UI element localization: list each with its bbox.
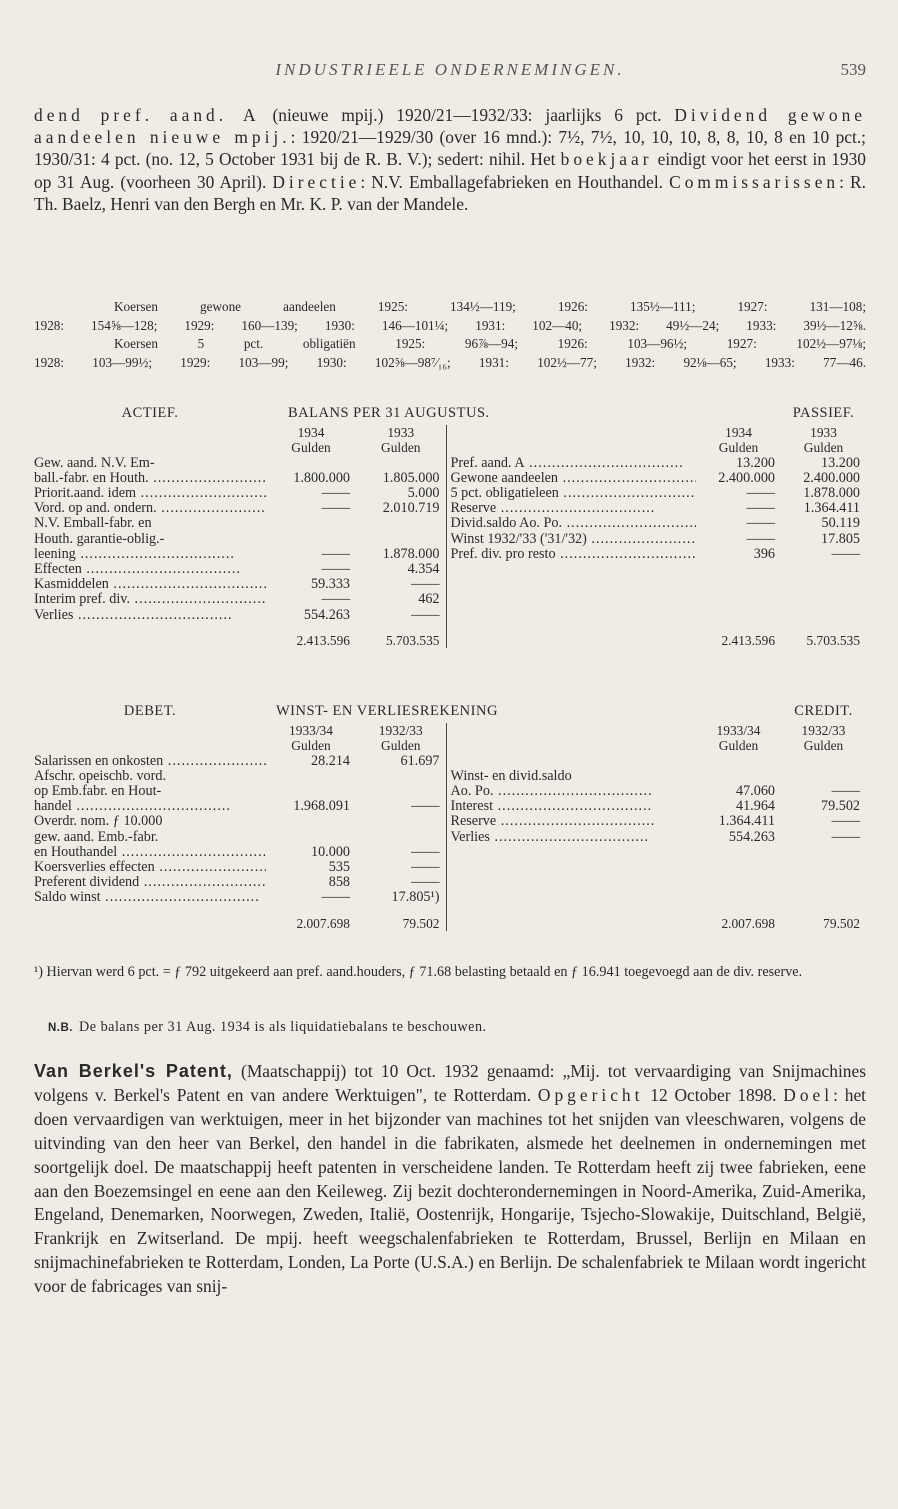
row-label: Vord. op and. ondern. ..... bbox=[34, 501, 266, 516]
unit-header: Gulden bbox=[381, 738, 421, 754]
winst-right-title: CREDIT. bbox=[794, 704, 853, 719]
table-row bbox=[34, 830, 866, 845]
balans-title: BALANS PER 31 AUGUSTUS. bbox=[288, 406, 490, 421]
row-value: —— bbox=[831, 784, 860, 800]
row-value: 535 bbox=[328, 860, 350, 876]
row-label: Reserve ..... bbox=[446, 814, 696, 829]
row-value: —— bbox=[411, 844, 440, 860]
row-value: 4.354 bbox=[407, 562, 440, 578]
row-value: —— bbox=[746, 516, 776, 532]
table-row bbox=[34, 501, 866, 516]
row-label: Interest ..... bbox=[446, 799, 696, 814]
row-value bbox=[356, 769, 446, 784]
row-label: Winst 1932/'33 ('31/'32) ..... bbox=[446, 532, 696, 547]
commissarissen-label: Commissarissen bbox=[669, 171, 840, 192]
table-row bbox=[34, 456, 866, 471]
opgericht-label: Opgericht bbox=[537, 1084, 644, 1105]
row-label: Koersverlies effecten ..... bbox=[34, 860, 266, 875]
table-row bbox=[34, 577, 866, 592]
dividend-gewone-label: Dividend gewone aandeelen nieuwe mpij. bbox=[34, 105, 866, 148]
running-header bbox=[34, 60, 866, 84]
table-row bbox=[34, 486, 866, 501]
unit-header: Gulden bbox=[718, 440, 759, 456]
entry-text: (Maatschappij) tot 10 Oct. 1932 genaamd: „Mij. tot vervaardiging van Snijmachines volgens v. Berkel's Patent en van andere Werktuigen", te Rotterdam. bbox=[34, 1061, 866, 1105]
unit-header: Gulden bbox=[381, 440, 421, 456]
row-value: 462 bbox=[418, 592, 440, 608]
table-row bbox=[34, 471, 866, 486]
page-number: 539 bbox=[840, 60, 866, 79]
row-value: 17.805¹) bbox=[391, 890, 440, 906]
total-value: 5.703.535 bbox=[385, 632, 440, 648]
row-value: —— bbox=[321, 562, 350, 578]
unit-header: Gulden bbox=[291, 738, 331, 754]
row-value bbox=[356, 830, 446, 845]
total-value: 2.007.698 bbox=[296, 915, 350, 931]
year-header: 1932/33 bbox=[378, 723, 423, 739]
row-value bbox=[696, 769, 781, 784]
row-label: Saldo winst ..... bbox=[34, 890, 266, 905]
koersen-line: 1928: 154⅝—128; 1929: 160—139; 1930: 146—101¼; 1931: 102—40; 1932: 49½—24; 1933: 39½—12⅝. bbox=[34, 317, 866, 333]
row-value: —— bbox=[411, 799, 440, 815]
row-label: Divid.saldo Ao. Po. ..... bbox=[446, 516, 696, 531]
row-value: —— bbox=[831, 546, 861, 562]
total-value: 2.007.698 bbox=[721, 915, 775, 931]
koersen-block bbox=[34, 298, 866, 372]
table-row bbox=[34, 592, 866, 607]
row-label: Pref. div. pro resto ..... bbox=[446, 547, 696, 562]
row-value bbox=[266, 814, 356, 829]
row-label: Verlies ..... bbox=[34, 608, 266, 623]
table-row bbox=[34, 814, 866, 829]
table-row bbox=[34, 532, 866, 547]
row-label: Preferent dividend ..... bbox=[34, 875, 266, 890]
row-label: en Houthandel ..... bbox=[34, 845, 266, 860]
row-label: Salarissen en onkosten ..... bbox=[34, 754, 266, 769]
row-value: 47.060 bbox=[735, 784, 775, 800]
row-value: 2.400.000 bbox=[803, 470, 861, 486]
row-value bbox=[356, 532, 446, 547]
directie-text: : N.V. Emballagefabrieken en Houthandel. bbox=[360, 171, 670, 192]
row-label: ball.-fabr. en Houth. ..... bbox=[34, 471, 266, 486]
table-row bbox=[34, 845, 866, 860]
row-label bbox=[446, 754, 696, 769]
total-value: 2.413.596 bbox=[721, 632, 776, 648]
unit-header: Gulden bbox=[803, 738, 844, 754]
nb-text: De balans per 31 Aug. 1934 is als liquidatiebalans te beschouwen. bbox=[79, 1019, 487, 1035]
koersen-line: 1928: 103—99½; 1929: 103—99; 1930: 102⅝—98⁷⁄₁₆; 1931: 102½—77; 1932: 92⅛—65; 1933: 77—46. bbox=[34, 354, 866, 370]
row-label: Reserve ..... bbox=[446, 501, 696, 516]
row-value: 1.968.091 bbox=[293, 799, 350, 815]
row-value: 17.805 bbox=[821, 531, 861, 547]
row-value bbox=[781, 769, 866, 784]
row-label: op Emb.fabr. en Hout- bbox=[34, 784, 162, 800]
row-value: 554.263 bbox=[303, 607, 350, 623]
row-value: —— bbox=[831, 814, 860, 830]
row-value: 28.214 bbox=[310, 753, 350, 769]
row-label: Afschr. opeischb. vord. bbox=[34, 768, 166, 784]
commissarissen-text: : R. Th. Baelz, Henri van den Bergh en Mr. K. P. van der Mandele. bbox=[34, 171, 866, 214]
row-value bbox=[696, 754, 781, 769]
table-row bbox=[34, 769, 866, 784]
row-value bbox=[356, 456, 446, 471]
row-value: 1.800.000 bbox=[293, 470, 350, 486]
row-label: Gew. aand. N.V. Em- bbox=[34, 455, 155, 471]
row-label: Pref. aand. A ..... bbox=[446, 456, 696, 471]
year-header: 1934 bbox=[725, 425, 752, 441]
year-header: 1932/33 bbox=[801, 723, 846, 739]
koersen-line: Koersen gewone aandeelen 1925: 134½—119; 1926: 135½—111; 1927: 131—108; bbox=[114, 299, 866, 314]
entry-text: : het doen vervaardigen van werktuigen, meer in het bijzonder van machines tot het snijden van vleeschwaren, volgens de uitvinding van den heer van Berkel, den handel in die fabrikaten, alsmede het deelnemen in ondernemingen met soortgelijk doel. De maatschappij heeft patenten in verscheidene landen. Te Rotterdam heeft zij twee fabrieken, eene aan den Boezemsingel en eene aan den Keileweg. Zij bezit dochterondernemingen in Noord-Amerika, Zuid-Amerika, Engeland, Denemarken, Noorwegen, Zweden, Italië, Oostenrijk, Hongarije, Tsjecho-Slowakije, Duitschland, België, Frankrijk en Zwitserland. De mpij. heeft weegschalenfabrieken te Rotterdam, Brussel, Berlijn en Milaan en snijmachinefabrieken te Rotterdam, Londen, La Porte (U.S.A.) en Berlijn. De schalenfabriek te Milaan wordt ingericht voor de fabricages van snij- bbox=[34, 1084, 866, 1297]
dividend-gewone-text: : 1920/21—1929/30 (over 16 mnd.): 7½, 7½, 10, 10, 10, 8, 8, 10, 8 en 10 pct.; 1930/31: 4 pct. (no. 12, 5 October 1931 bij de R. B. V.); sedert: nihil. Het bbox=[34, 127, 866, 170]
row-value: —— bbox=[321, 486, 350, 502]
row-value: 59.333 bbox=[310, 577, 350, 593]
row-value: 1.878.000 bbox=[382, 546, 440, 562]
row-value: —— bbox=[831, 829, 860, 845]
row-value: —— bbox=[411, 607, 440, 623]
row-value: 1.878.000 bbox=[803, 486, 861, 502]
row-value bbox=[356, 516, 446, 531]
row-value: 554.263 bbox=[728, 829, 775, 845]
row-value bbox=[356, 784, 446, 799]
total-value: 79.502 bbox=[402, 915, 440, 931]
row-value bbox=[266, 784, 356, 799]
boekjaar-text: eindigt voor het eerst in 1930 op 31 Aug. (voorheen 30 April). bbox=[34, 149, 867, 192]
row-value: 79.502 bbox=[820, 799, 860, 815]
row-value: —— bbox=[321, 890, 350, 906]
table-row bbox=[34, 875, 866, 890]
entry-text: 12 October 1898. bbox=[643, 1084, 784, 1105]
table-row bbox=[34, 562, 866, 577]
row-value: 13.200 bbox=[736, 455, 776, 471]
row-value: 396 bbox=[753, 546, 776, 562]
balans-table bbox=[34, 406, 866, 648]
row-value bbox=[266, 456, 356, 471]
row-value: —— bbox=[746, 486, 776, 502]
row-value bbox=[266, 830, 356, 845]
row-value: 2.010.719 bbox=[382, 501, 440, 517]
row-value bbox=[266, 516, 356, 531]
row-value: —— bbox=[411, 875, 440, 891]
row-label: Effecten ..... bbox=[34, 562, 266, 577]
dividend-pref-label: dend pref. aand. A bbox=[34, 105, 260, 125]
nb-label: N.B. bbox=[48, 1022, 73, 1034]
unit-header: Gulden bbox=[718, 738, 759, 754]
row-value bbox=[356, 814, 446, 829]
row-label: leening ..... bbox=[34, 547, 266, 562]
row-label: Winst- en divid.saldo bbox=[446, 769, 696, 784]
row-value: —— bbox=[321, 501, 350, 517]
row-value bbox=[781, 754, 866, 769]
row-label: Interim pref. div. ..... bbox=[34, 592, 266, 607]
winst-left-title: DEBET. bbox=[123, 704, 177, 719]
row-label: Gewone aandeelen ..... bbox=[446, 471, 696, 486]
total-value: 2.413.596 bbox=[296, 632, 350, 648]
intro-paragraph bbox=[34, 104, 866, 215]
row-value: —— bbox=[321, 592, 350, 608]
company-name: Van Berkel's Patent, bbox=[34, 1061, 233, 1081]
table-row bbox=[34, 890, 866, 905]
row-label: handel ..... bbox=[34, 799, 266, 814]
row-value: —— bbox=[411, 860, 440, 876]
row-value bbox=[266, 532, 356, 547]
year-header: 1933 bbox=[387, 425, 415, 441]
row-value: —— bbox=[321, 546, 350, 562]
row-value: 10.000 bbox=[310, 844, 350, 860]
row-value: 50.119 bbox=[821, 516, 861, 532]
year-header: 1933 bbox=[810, 425, 837, 441]
table-row bbox=[34, 784, 866, 799]
footnote bbox=[34, 965, 866, 980]
row-label: Priorit.aand. idem ..... bbox=[34, 486, 266, 501]
year-header: 1934 bbox=[297, 425, 325, 441]
row-label: Houth. garantie-oblig.- bbox=[34, 531, 165, 547]
directie-label: Directie bbox=[272, 171, 361, 192]
winst-verlies-table bbox=[34, 704, 866, 931]
row-value: —— bbox=[746, 531, 776, 547]
balans-left-title: ACTIEF. bbox=[121, 406, 179, 421]
row-label: N.V. Emball-fabr. en bbox=[34, 516, 152, 532]
year-header: 1933/34 bbox=[716, 723, 761, 739]
total-value: 79.502 bbox=[823, 915, 860, 931]
row-value bbox=[266, 769, 356, 784]
koersen-line: Koersen 5 pct. obligatiën 1925: 96⅞—94; 1926: 103—96½; 1927: 102½—97⅛; bbox=[114, 336, 866, 351]
row-value: 1.364.411 bbox=[803, 501, 861, 517]
unit-header: Gulden bbox=[291, 440, 331, 456]
table-row bbox=[34, 516, 866, 531]
row-value: 13.200 bbox=[821, 455, 861, 471]
unit-header: Gulden bbox=[803, 440, 844, 456]
doel-label: Doel bbox=[783, 1084, 834, 1105]
section-title: INDUSTRIEELE ONDERNEMINGEN. bbox=[275, 60, 625, 79]
winst-title: WINST- EN VERLIESREKENING bbox=[276, 704, 498, 719]
table-row bbox=[34, 608, 866, 623]
row-value: —— bbox=[746, 501, 776, 517]
row-value: 5.000 bbox=[407, 486, 440, 502]
row-label: Verlies ..... bbox=[446, 830, 696, 845]
table-row bbox=[34, 754, 866, 769]
row-value: 2.400.000 bbox=[718, 470, 776, 486]
table-row bbox=[34, 799, 866, 814]
row-value: —— bbox=[411, 577, 440, 593]
table-row bbox=[34, 860, 866, 875]
year-header: 1933/34 bbox=[289, 723, 333, 739]
van-berkel-entry bbox=[34, 1060, 866, 1299]
total-value: 5.703.535 bbox=[806, 632, 861, 648]
row-label: gew. aand. Emb.-fabr. bbox=[34, 829, 159, 845]
row-value: 1.364.411 bbox=[718, 814, 775, 830]
footnote-text: ¹) Hiervan werd 6 pct. = ƒ 792 uitgekeerd aan pref. aand.houders, ƒ 71.68 belasting betaald en ƒ 16.941 toegevoegd aan de div. reserve. bbox=[34, 964, 803, 980]
row-value: 41.964 bbox=[735, 799, 775, 815]
boekjaar-label: boekjaar bbox=[560, 149, 653, 170]
row-label: Ao. Po. ..... bbox=[446, 784, 696, 799]
nb-note bbox=[48, 1019, 487, 1036]
balans-right-title: PASSIEF. bbox=[792, 406, 855, 421]
row-value: 1.805.000 bbox=[382, 470, 440, 486]
row-label: Overdr. nom. ƒ 10.000 bbox=[34, 814, 163, 830]
row-value: 61.697 bbox=[400, 753, 440, 769]
row-label: Kasmiddelen ..... bbox=[34, 577, 266, 592]
table-row bbox=[34, 547, 866, 562]
row-label: 5 pct. obligatieleen ..... bbox=[446, 486, 696, 501]
dividend-pref-text: (nieuwe mpij.) 1920/21—1932/33: jaarlijks 6 pct. bbox=[259, 105, 675, 125]
row-value: 858 bbox=[328, 875, 350, 891]
